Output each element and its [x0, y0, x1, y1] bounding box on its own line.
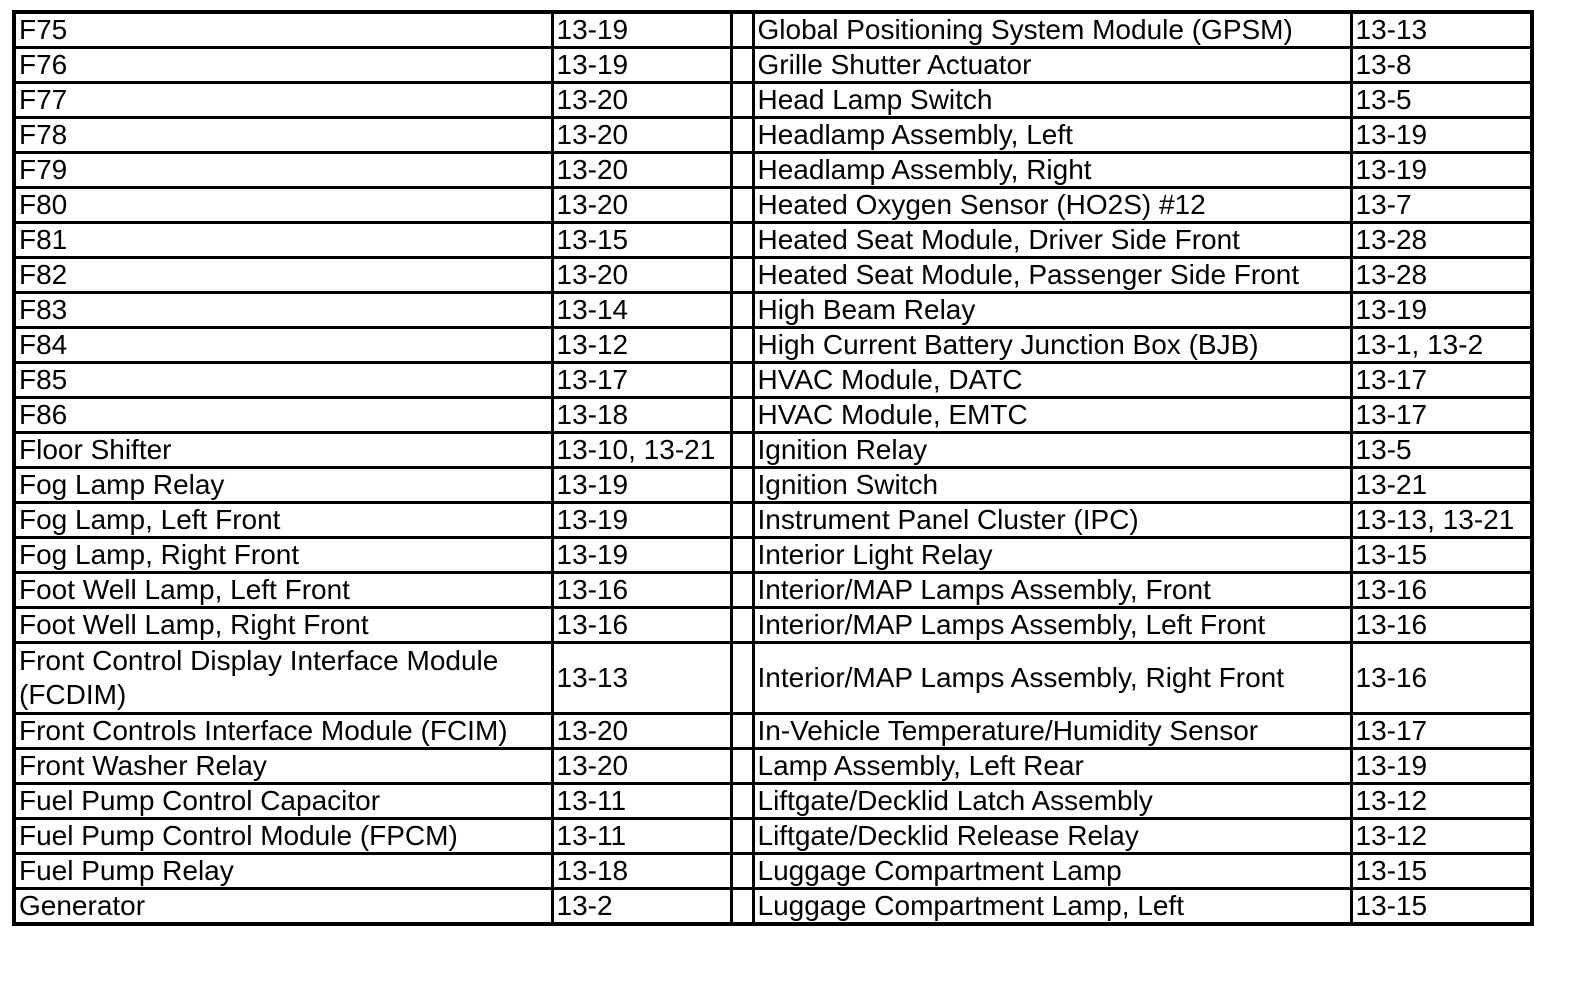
component-name-right: Lamp Assembly, Left Rear [753, 749, 1351, 784]
component-name-right: Ignition Switch [753, 468, 1351, 503]
page-ref-left: 13-20 [552, 714, 731, 749]
page-ref-right: 13-12 [1351, 819, 1532, 854]
page-ref-left: 13-11 [552, 819, 731, 854]
page-ref-right: 13-28 [1351, 258, 1532, 293]
page-ref-left: 13-20 [552, 258, 731, 293]
page-ref-right: 13-16 [1351, 608, 1532, 643]
component-name-left: F79 [14, 153, 552, 188]
page-ref-right: 13-5 [1351, 83, 1532, 118]
page-ref-left: 13-17 [552, 363, 731, 398]
page-ref-right: 13-17 [1351, 398, 1532, 433]
component-name-left: Foot Well Lamp, Left Front [14, 573, 552, 608]
column-divider [731, 293, 753, 328]
column-divider [731, 83, 753, 118]
component-name-right: Global Positioning System Module (GPSM) [753, 12, 1351, 48]
table-row [14, 223, 1532, 258]
page-ref-right: 13-28 [1351, 223, 1532, 258]
component-name-left: F82 [14, 258, 552, 293]
page-ref-right: 13-19 [1351, 118, 1532, 153]
table-row [14, 293, 1532, 328]
table-body [14, 12, 1532, 924]
component-name-left: F77 [14, 83, 552, 118]
page-ref-left: 13-11 [552, 784, 731, 819]
table-row [14, 363, 1532, 398]
page-ref-left: 13-14 [552, 293, 731, 328]
component-name-left: F80 [14, 188, 552, 223]
table-row [14, 398, 1532, 433]
column-divider [731, 538, 753, 573]
column-divider [731, 12, 753, 48]
column-divider [731, 223, 753, 258]
page-ref-left: 13-18 [552, 854, 731, 889]
page-ref-right: 13-19 [1351, 749, 1532, 784]
component-name-right: Headlamp Assembly, Left [753, 118, 1351, 153]
column-divider [731, 784, 753, 819]
table-row [14, 889, 1532, 925]
page-ref-left: 13-19 [552, 468, 731, 503]
column-divider [731, 398, 753, 433]
page-ref-right: 13-12 [1351, 784, 1532, 819]
component-name-right: Liftgate/Decklid Latch Assembly [753, 784, 1351, 819]
table-row [14, 153, 1532, 188]
component-name-right: Liftgate/Decklid Release Relay [753, 819, 1351, 854]
page-ref-left: 13-19 [552, 12, 731, 48]
column-divider [731, 433, 753, 468]
page-ref-left: 13-16 [552, 573, 731, 608]
column-divider [731, 714, 753, 749]
component-name-left: Fuel Pump Control Capacitor [14, 784, 552, 819]
column-divider [731, 188, 753, 223]
component-name-left: F75 [14, 12, 552, 48]
component-name-right: Luggage Compartment Lamp [753, 854, 1351, 889]
column-divider [731, 608, 753, 643]
page-ref-left: 13-19 [552, 538, 731, 573]
table-row [14, 608, 1532, 643]
component-name-right: Heated Seat Module, Driver Side Front [753, 223, 1351, 258]
table-row [14, 188, 1532, 223]
component-name-left: Floor Shifter [14, 433, 552, 468]
page-ref-left: 13-19 [552, 503, 731, 538]
page-ref-left: 13-2 [552, 889, 731, 925]
column-divider [731, 573, 753, 608]
page-ref-right: 13-17 [1351, 363, 1532, 398]
component-name-left: Front Controls Interface Module (FCIM) [14, 714, 552, 749]
table-row [14, 118, 1532, 153]
page-ref-right: 13-16 [1351, 643, 1532, 714]
page-ref-right: 13-16 [1351, 573, 1532, 608]
page-ref-left: 13-13 [552, 643, 731, 714]
component-name-right: Ignition Relay [753, 433, 1351, 468]
component-index-table [12, 10, 1534, 926]
page-ref-left: 13-16 [552, 608, 731, 643]
page-ref-right: 13-7 [1351, 188, 1532, 223]
page-ref-right: 13-15 [1351, 854, 1532, 889]
page-ref-left: 13-20 [552, 83, 731, 118]
column-divider [731, 503, 753, 538]
component-name-left: Fog Lamp, Right Front [14, 538, 552, 573]
page-ref-right: 13-17 [1351, 714, 1532, 749]
page-ref-left: 13-20 [552, 153, 731, 188]
component-name-left: F85 [14, 363, 552, 398]
column-divider [731, 749, 753, 784]
component-name-right: High Beam Relay [753, 293, 1351, 328]
table-row [14, 538, 1532, 573]
page-ref-right: 13-5 [1351, 433, 1532, 468]
component-name-right: Heated Seat Module, Passenger Side Front [753, 258, 1351, 293]
page-ref-right: 13-15 [1351, 889, 1532, 925]
component-name-right: HVAC Module, EMTC [753, 398, 1351, 433]
component-name-left: F76 [14, 48, 552, 83]
component-name-left: F84 [14, 328, 552, 363]
component-name-right: Grille Shutter Actuator [753, 48, 1351, 83]
page-ref-left: 13-15 [552, 223, 731, 258]
table-row [14, 12, 1532, 48]
component-name-left: F86 [14, 398, 552, 433]
table-row [14, 503, 1532, 538]
page-ref-left: 13-19 [552, 48, 731, 83]
component-name-right: Interior Light Relay [753, 538, 1351, 573]
table-row [14, 83, 1532, 118]
component-name-left: F81 [14, 223, 552, 258]
page-ref-left: 13-18 [552, 398, 731, 433]
page-ref-right: 13-15 [1351, 538, 1532, 573]
page-ref-right: 13-13 [1351, 12, 1532, 48]
column-divider [731, 118, 753, 153]
column-divider [731, 153, 753, 188]
page-ref-left: 13-10, 13-21 [552, 433, 731, 468]
page-ref-right: 13-1, 13-2 [1351, 328, 1532, 363]
component-name-right: Luggage Compartment Lamp, Left [753, 889, 1351, 925]
table-row [14, 258, 1532, 293]
page-ref-right: 13-13, 13-21 [1351, 503, 1532, 538]
table-row [14, 749, 1532, 784]
page-ref-left: 13-20 [552, 118, 731, 153]
table-row [14, 328, 1532, 363]
component-name-right: High Current Battery Junction Box (BJB) [753, 328, 1351, 363]
table-row [14, 819, 1532, 854]
page-ref-right: 13-21 [1351, 468, 1532, 503]
component-name-left: Fog Lamp, Left Front [14, 503, 552, 538]
page-ref-left: 13-20 [552, 749, 731, 784]
component-name-left: F83 [14, 293, 552, 328]
page-ref-left: 13-20 [552, 188, 731, 223]
component-name-left: Front Control Display Interface Module (FCDIM) [14, 643, 552, 714]
component-name-left: Generator [14, 889, 552, 925]
column-divider [731, 854, 753, 889]
table-row [14, 714, 1532, 749]
component-name-right: Heated Oxygen Sensor (HO2S) #12 [753, 188, 1351, 223]
table-row [14, 48, 1532, 83]
table-row [14, 784, 1532, 819]
component-name-left: F78 [14, 118, 552, 153]
component-name-left: Front Washer Relay [14, 749, 552, 784]
column-divider [731, 258, 753, 293]
table-row [14, 573, 1532, 608]
page-ref-left: 13-12 [552, 328, 731, 363]
component-name-right: Interior/MAP Lamps Assembly, Right Front [753, 643, 1351, 714]
component-name-right: Head Lamp Switch [753, 83, 1351, 118]
component-name-right: Instrument Panel Cluster (IPC) [753, 503, 1351, 538]
component-name-right: Interior/MAP Lamps Assembly, Left Front [753, 608, 1351, 643]
column-divider [731, 643, 753, 714]
page-ref-right: 13-8 [1351, 48, 1532, 83]
table-row [14, 433, 1532, 468]
column-divider [731, 328, 753, 363]
page-ref-right: 13-19 [1351, 293, 1532, 328]
page-ref-right: 13-19 [1351, 153, 1532, 188]
table-row [14, 468, 1532, 503]
component-name-left: Fog Lamp Relay [14, 468, 552, 503]
component-name-right: In-Vehicle Temperature/Humidity Sensor [753, 714, 1351, 749]
column-divider [731, 363, 753, 398]
component-name-right: HVAC Module, DATC [753, 363, 1351, 398]
column-divider [731, 48, 753, 83]
column-divider [731, 889, 753, 925]
component-name-left: Foot Well Lamp, Right Front [14, 608, 552, 643]
column-divider [731, 468, 753, 503]
component-name-left: Fuel Pump Control Module (FPCM) [14, 819, 552, 854]
component-name-right: Interior/MAP Lamps Assembly, Front [753, 573, 1351, 608]
component-name-left: Fuel Pump Relay [14, 854, 552, 889]
table-row [14, 854, 1532, 889]
table-row [14, 643, 1532, 714]
column-divider [731, 819, 753, 854]
component-name-right: Headlamp Assembly, Right [753, 153, 1351, 188]
